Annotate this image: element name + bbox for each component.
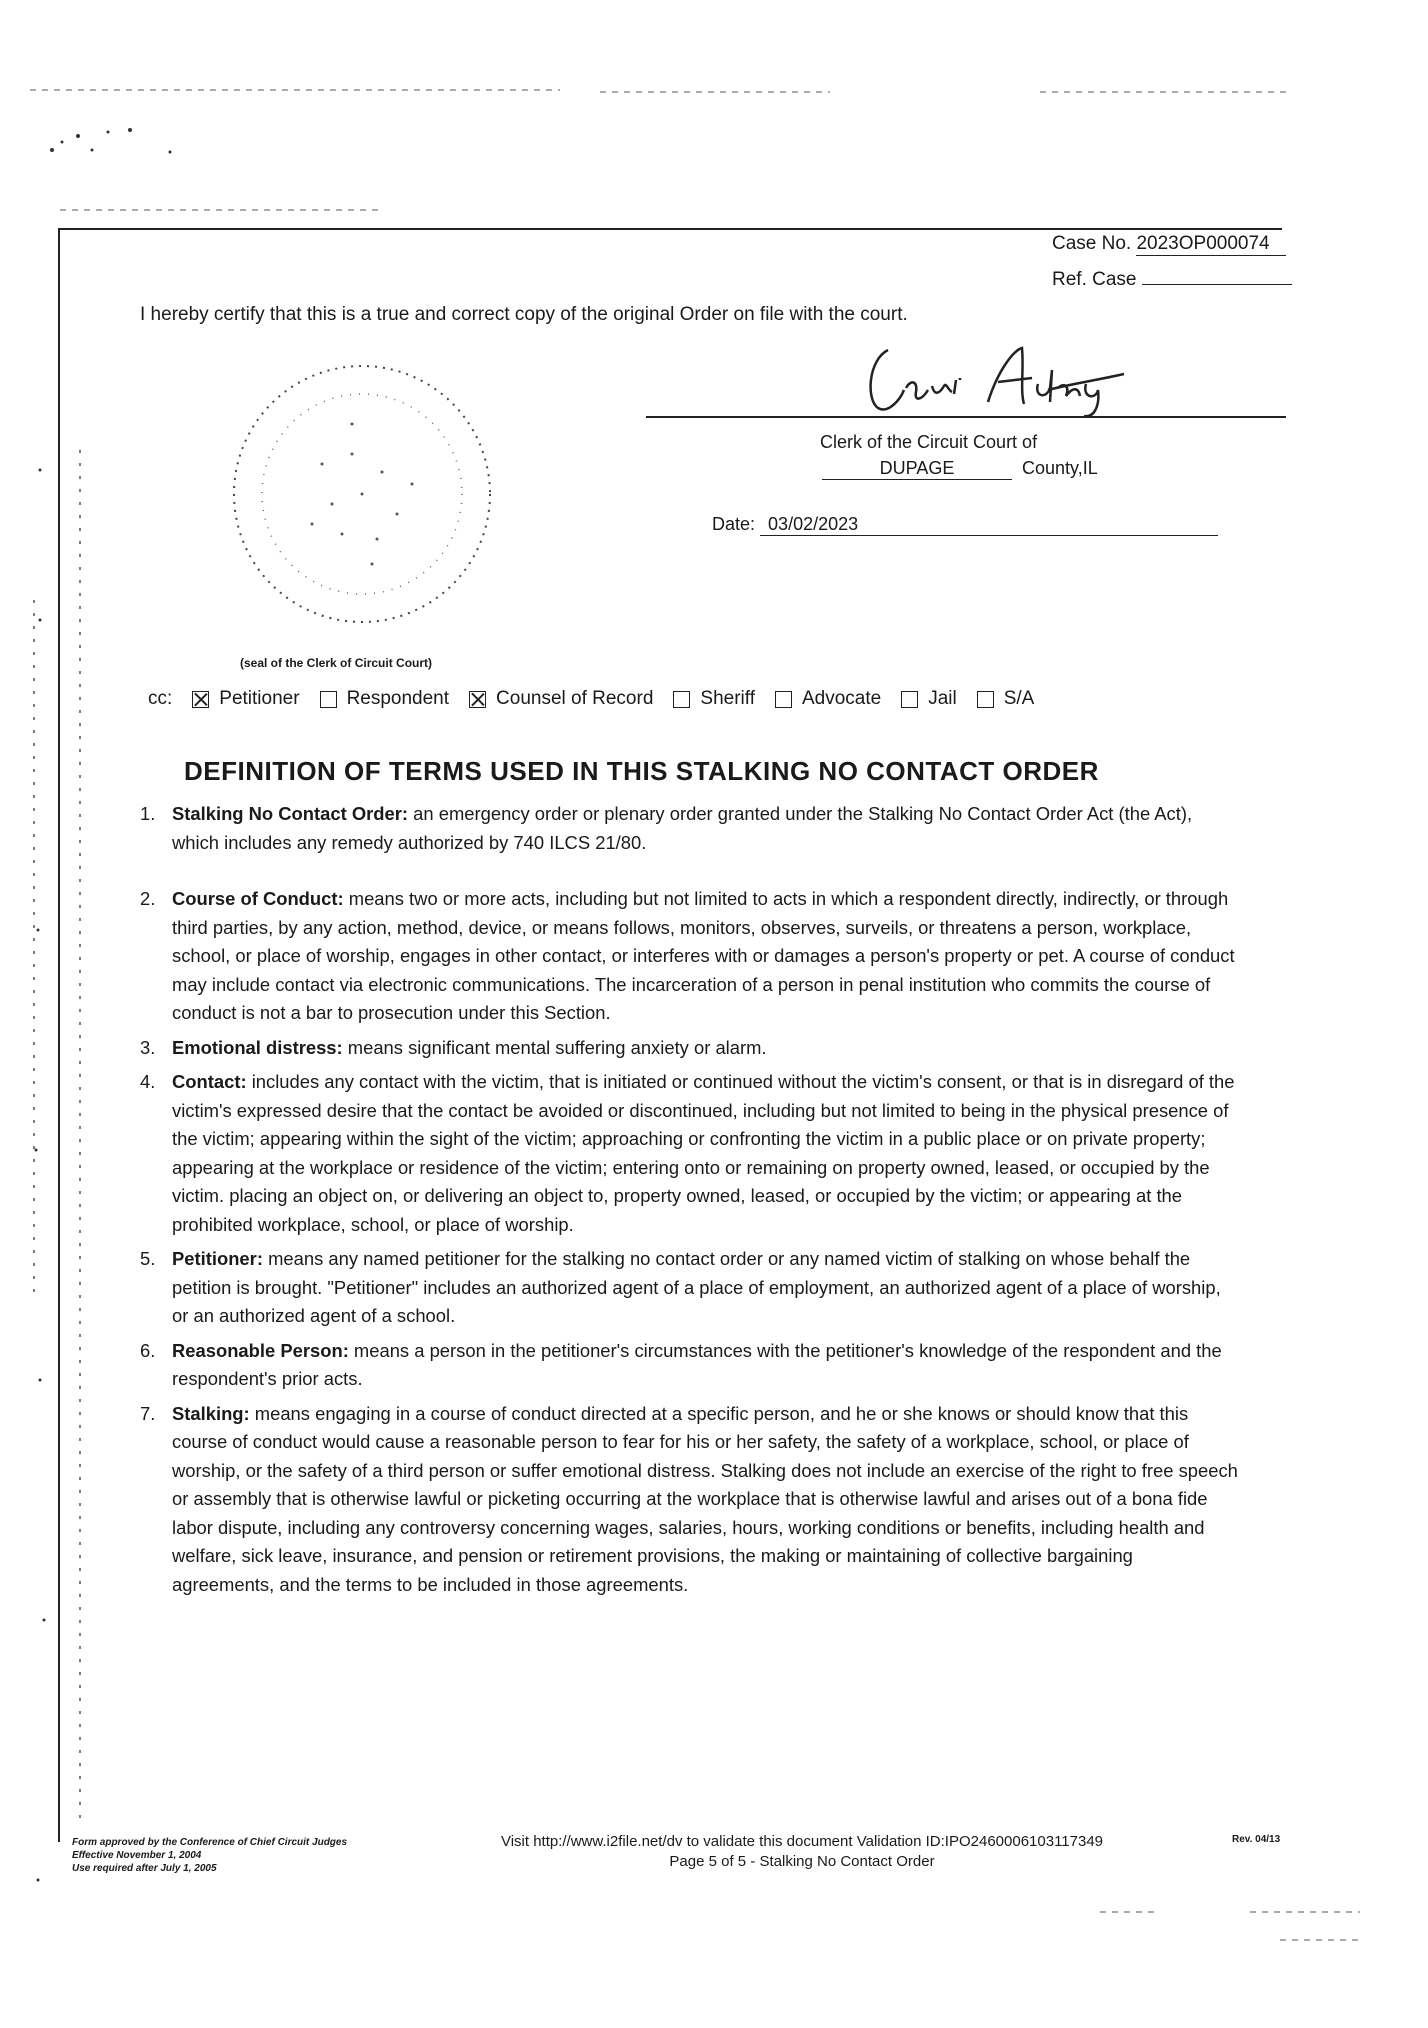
ref-case-label: Ref. Case [1052,269,1137,290]
cc-counsel-checkbox[interactable] [469,691,486,708]
definition-text: includes any contact with the victim, that is initiated or continued without the victim's consent, or that is in disregard of the victim's expressed desire that the contact be avoided or discontinued, including but not limited to being in the physical presence of the victim; appearing within the sight of the victim; approaching or confronting the victim in a public place or on private property; appearing at the workplace or residence of the victim; entering onto or remaining on property owned, leased, or occupied by the victim. placing an object on, or delivering an object to, property owned, leased, or occupied by the victim; or appearing at the prohibited workplace, school, or place of worship. [172,1071,1235,1235]
cc-jail-checkbox[interactable] [901,691,918,708]
footer-center [452,1832,1152,1872]
case-info [1052,226,1292,298]
cc-counsel-label: Counsel of Record [496,688,654,709]
definition-text: means a person in the petitioner's circumstances with the petitioner's knowledge of the respondent and the respondent's prior acts. [172,1339,1222,1389]
county-suffix: County,IL [1022,458,1098,478]
seal-caption: (seal of the Clerk of Circuit Court) [240,656,433,670]
definition-item [140,800,1240,857]
cc-petitioner-checkbox[interactable] [192,691,209,708]
definition-item [140,1400,1240,1600]
definition-text: means two or more acts, including but not limited to acts in which a respondent directly, indirectly, or through third parties, by any action, method, device, or means follows, monitors, observes, surveils, or threatens a person, workplace, school, or place of worship, engages in other contact, or interferes with or damages a person's property or pet. A course of conduct may include contact via electronic communications. The incarceration of a person in penal institution who commits the course of conduct is not a bar to prosecution under this Section. [172,888,1235,1023]
definition-number: 4. [140,1071,156,1092]
cc-advocate-checkbox[interactable] [775,691,792,708]
cc-sa-checkbox[interactable] [977,691,994,708]
cc-sheriff-checkbox[interactable] [673,691,690,708]
definition-item [140,885,1240,1028]
definition-item [140,1068,1240,1239]
cc-sa-label: S/A [1003,688,1035,709]
case-no-label: Case No. [1052,233,1132,254]
cc-petitioner-label: Petitioner [219,688,300,709]
definition-number: 3. [140,1036,156,1058]
cc-jail-label: Jail [928,688,957,709]
cc-advocate-label: Advocate [801,688,882,709]
cc-sheriff-label: Sheriff [700,688,755,709]
definition-item [140,1034,1240,1063]
ref-case-value [1142,284,1292,285]
cc-respondent-label: Respondent [346,688,450,709]
definition-text: means engaging in a course of conduct directed at a specific person, and he or she knows or should know that this course of conduct would cause a reasonable person to fear for his or her safety, the safety of a workplace, school, or place of worship, or the safety of a third person or suffer emotional distress. Stalking does not include an exercise of the right to free speech or assembly that is otherwise lawful or picketing occurring at the workplace that is otherwise lawful and arises out of a bona fide labor dispute, including any controversy concerning wages, salaries, hours, working conditions or benefits, including health and welfare, sick leave, insurance, and pension or retirement provisions, the making or maintaining of collective bargaining agreements, and the terms to be included in those agreements. [172,1402,1238,1595]
definition-number: 2. [140,888,156,909]
definition-text: an emergency order or plenary order granted under the Stalking No Contact Order Act (the Act), which includes any remedy authorized by 740 ILCS 21/80. [172,803,1193,853]
definition-item [140,1245,1240,1331]
definition-number: 6. [140,1339,156,1361]
clerk-seal-icon [212,344,512,644]
definition-number: 5. [140,1248,156,1269]
cc-respondent-checkbox[interactable] [320,691,337,708]
definition-term: Reasonable Person: [172,1339,349,1361]
definition-item [140,1337,1240,1394]
form-approval-line: Form approved by the Conference of Chief Circuit Judges [72,1837,348,1848]
page-title: DEFINITION OF TERMS USED IN THIS STALKING NO CONTACT ORDER [184,756,1099,786]
definition-term: Contact: [172,1071,247,1092]
cc-label: cc: [148,688,173,709]
definition-term: Stalking No Contact Order: [172,803,409,824]
validation-link[interactable]: Visit http://www.i2file.net/dv to validate this document Validation ID:IPO2460006103117349 [500,1833,1104,1850]
date-label: Date: [712,514,756,534]
date-row [712,514,1218,536]
definition-number: 1. [140,803,156,824]
definition-number: 7. [140,1402,156,1424]
definition-term: Stalking: [172,1402,250,1424]
county-value: DUPAGE [822,458,1012,480]
definition-text: means any named petitioner for the stalking no contact order or any named victim of stalking on whose behalf the petition is brought. "Petitioner" includes an authorized agent of a place of employment, an authorized agent of a place of worship, or an authorized agent of a school. [172,1248,1221,1326]
revision-label: Rev. 04/13 [1232,1834,1281,1845]
case-no-value: 2023OP000074 [1136,233,1286,256]
clerk-signature [848,330,1128,420]
cc-distribution [148,688,1034,710]
form-approval-note [72,1836,347,1875]
definition-term: Petitioner: [172,1248,263,1269]
form-required-line: Use required after July 1, 2005 [72,1863,217,1874]
date-value: 03/02/2023 [760,514,1218,536]
county-row [822,458,1098,480]
page-number: Page 5 of 5 - Stalking No Contact Order [669,1853,935,1870]
definition-term: Emotional distress: [172,1036,343,1058]
clerk-title: Clerk of the Circuit Court of [820,432,1038,452]
definition-term: Course of Conduct: [172,888,344,909]
certification-statement: I hereby certify that this is a true and correct copy of the original Order on file with the court. [140,304,908,325]
definitions-list [140,800,1240,1605]
definition-text: means significant mental suffering anxiety or alarm. [342,1036,767,1058]
signature-line [646,416,1286,418]
form-effective-line: Effective November 1, 2004 [72,1850,202,1861]
